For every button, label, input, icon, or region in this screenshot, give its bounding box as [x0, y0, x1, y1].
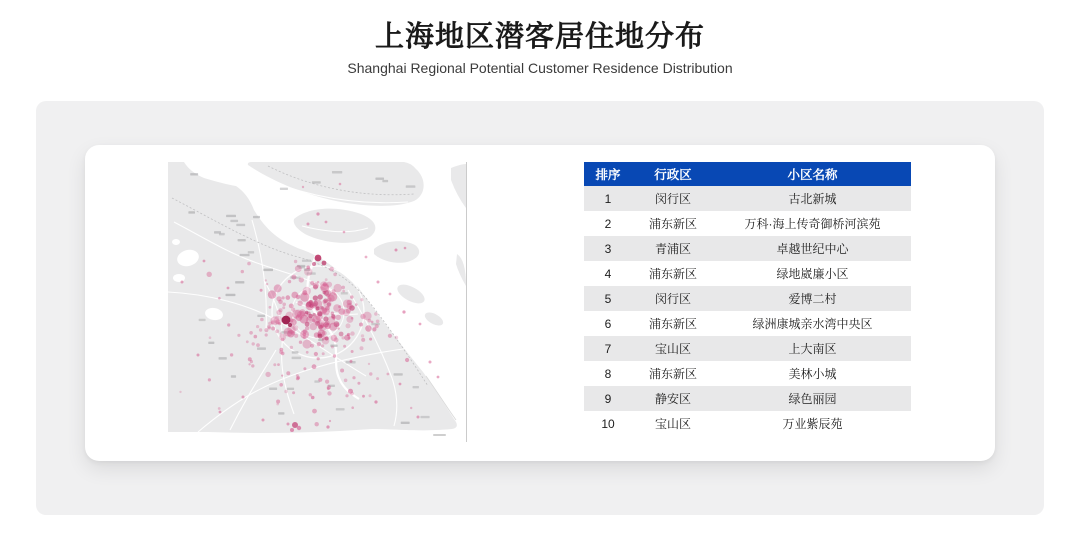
- cell-rank: 1: [604, 191, 612, 206]
- cell-rank: 6: [604, 316, 612, 331]
- table-row: [584, 261, 911, 286]
- map-canvas: [168, 162, 466, 442]
- map-attribution-mark: [433, 434, 446, 436]
- cell-district: 宝山区: [654, 417, 691, 431]
- cell-district: 浦东新区: [648, 267, 697, 281]
- cell-district: 浦东新区: [648, 317, 697, 331]
- ranking-table: [584, 162, 911, 436]
- cell-community: 古北新城: [788, 192, 837, 206]
- cell-rank: 3: [604, 241, 612, 256]
- cell-rank: 10: [601, 416, 615, 431]
- page-header: [0, 0, 1080, 76]
- cell-community: 绿洲康城亲水湾中央区: [752, 317, 873, 331]
- cell-district: 青浦区: [654, 242, 691, 256]
- table-row: [584, 286, 911, 311]
- table-row: [584, 336, 911, 361]
- table-row: [584, 311, 911, 336]
- cell-community: 上大南区: [788, 342, 837, 356]
- cell-rank: 7: [604, 341, 612, 356]
- col-header-district: 行政区: [654, 168, 692, 182]
- cell-district: 宝山区: [654, 342, 691, 356]
- cell-rank: 9: [604, 391, 612, 406]
- col-header-rank: 排序: [595, 168, 621, 182]
- cell-district: 静安区: [654, 392, 691, 406]
- page-title: 上海地区潜客居住地分布: [374, 21, 705, 53]
- cell-community: 绿色丽园: [788, 392, 837, 406]
- cell-community: 爱博二村: [788, 292, 837, 306]
- cell-community: 万业紫辰苑: [782, 417, 843, 431]
- cell-district: 闵行区: [654, 292, 691, 306]
- table-head: [584, 162, 911, 186]
- table-row: [584, 386, 911, 411]
- col-header-community: 小区名称: [787, 168, 838, 182]
- shanghai-distribution-map: [168, 162, 467, 442]
- cell-district: 浦东新区: [648, 367, 697, 381]
- cell-district: 浦东新区: [648, 217, 697, 231]
- cell-rank: 4: [604, 266, 612, 281]
- cell-district: 闵行区: [654, 192, 691, 206]
- cell-rank: 8: [604, 366, 612, 381]
- table-body: [584, 186, 911, 436]
- cell-community: 美林小城: [788, 367, 837, 381]
- cell-community: 卓越世纪中心: [776, 242, 849, 256]
- table-row: [584, 236, 911, 261]
- table-row: [584, 411, 911, 436]
- content-panel: [36, 101, 1044, 515]
- cell-rank: 5: [604, 291, 612, 306]
- page-subtitle: Shanghai Regional Potential Customer Residence Distribution: [347, 59, 733, 76]
- cell-community: 万科·海上传奇御桥河滨苑: [744, 217, 881, 231]
- content-card: [85, 145, 995, 461]
- table-row: [584, 211, 911, 236]
- table-header-row: [584, 162, 911, 186]
- cell-community: 绿地崴廉小区: [776, 267, 849, 281]
- table-row: [584, 186, 911, 211]
- table-row: [584, 361, 911, 386]
- cell-rank: 2: [604, 216, 612, 231]
